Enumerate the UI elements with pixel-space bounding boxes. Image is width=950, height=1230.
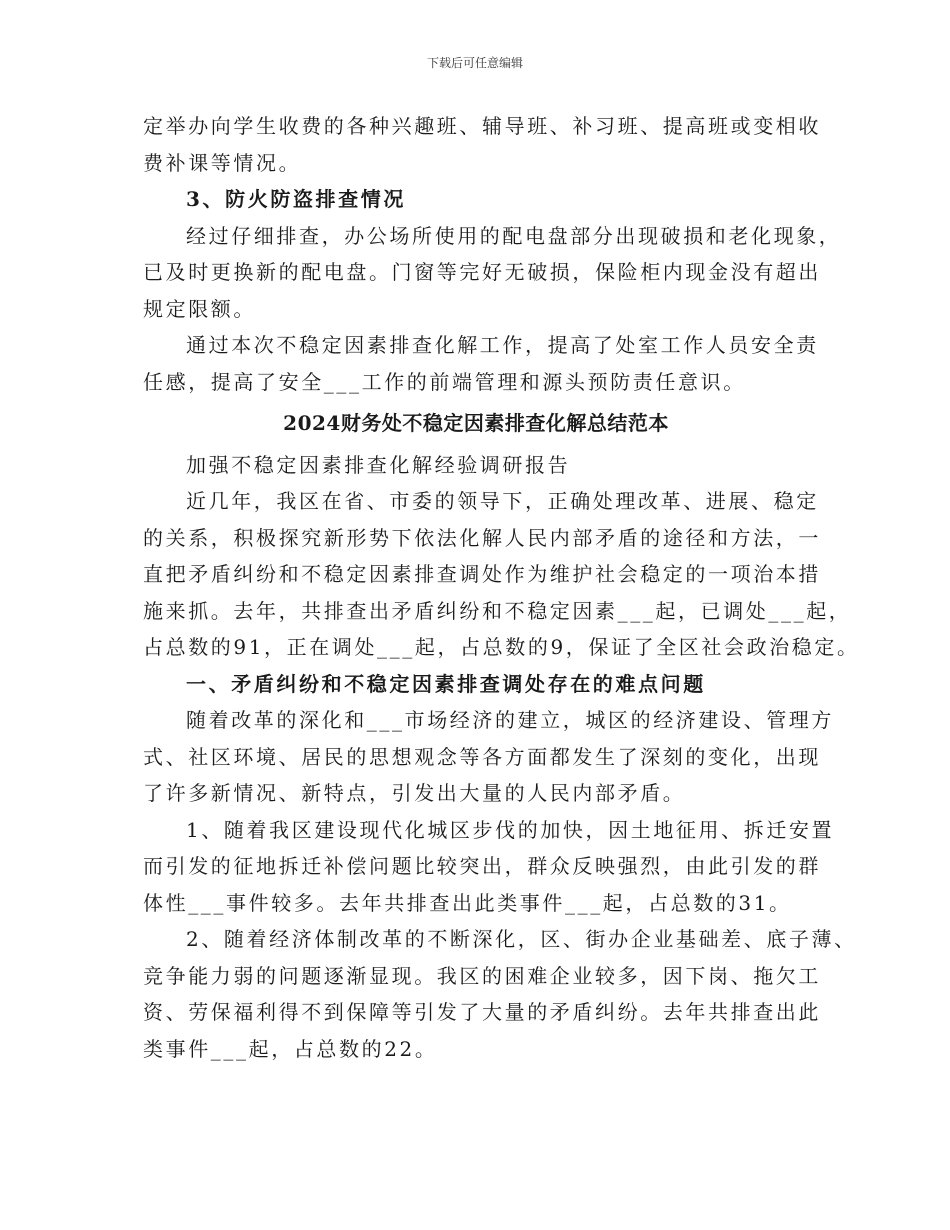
- paragraph-line: 竞争能力弱的问题逐渐显现。我区的困难企业较多，因下岗、拖欠工: [143, 963, 821, 988]
- paragraph-line: 而引发的征地拆迁补偿问题比较突出，群众反映强烈，由此引发的群: [143, 854, 821, 878]
- paragraph-line: 的关系，积极探究新形势下依法化解人民内部矛盾的途径和方法，一: [143, 525, 821, 550]
- paragraph-line: 通过本次不稳定因素排查化解工作，提高了处室工作人员安全责: [186, 333, 819, 357]
- paragraph-line: 资、劳保福利得不到保障等引发了大量的矛盾纠纷。去年共排查出此: [143, 1000, 821, 1024]
- paragraph-line: 近几年，我区在省、市委的领导下，正确处理改革、进展、稳定: [186, 489, 819, 513]
- report-title: 加强不稳定因素排查化解经验调研报告: [186, 452, 571, 477]
- section-heading: 一、矛盾纠纷和不稳定因素排查调处存在的难点问题: [186, 671, 706, 696]
- document-body: [143, 108, 860, 1067]
- paragraph-line: 任感，提高了安全___工作的前端管理和源头预防责任意识。: [143, 369, 746, 394]
- paragraph-line: 已及时更换新的配电盘。门窗等完好无破损，保险柜内现金没有超出: [143, 260, 821, 284]
- paragraph-line: 1、随着我区建设现代化城区步伐的加快，因土地征用、拆迁安置: [186, 817, 835, 842]
- document-title: 2024财务处不稳定因素排查化解总结范本: [283, 411, 669, 435]
- paragraph-line: 施来抓。去年，共排查出矛盾纠纷和不稳定因素___起，已调处___起，: [143, 598, 852, 623]
- page-header: 下载后可任意编辑: [426, 56, 523, 70]
- paragraph-line: 规定限额。: [143, 296, 256, 321]
- paragraph-line: 直把矛盾纠纷和不稳定因素排查调处作为维护社会稳定的一项治本措: [143, 562, 821, 586]
- section-heading: 3、防火防盗排查情况: [186, 187, 406, 211]
- paragraph-line: 定举办向学生收费的各种兴趣班、辅导班、补习班、提高班或变相收: [143, 114, 821, 138]
- paragraph-line: 类事件___起，占总数的22。: [143, 1036, 438, 1061]
- paragraph-line: 随着改革的深化和___市场经济的建立，城区的经济建设、管理方: [186, 708, 834, 732]
- paragraph-line: 费补课等情况。: [143, 150, 302, 175]
- paragraph-line: 了许多新情况、新特点，引发出大量的人民内部矛盾。: [143, 781, 686, 805]
- paragraph-line: 式、社区环境、居民的思想观念等各方面都发生了深刻的变化，出现: [143, 744, 821, 769]
- paragraph-line: 2、随着经济体制改革的不断深化，区、街办企业基础差、底子薄、: [186, 927, 857, 951]
- paragraph-line: 体性___事件较多。去年共排查出此类事件___起，占总数的31。: [143, 890, 792, 915]
- paragraph-line: 经过仔细排查，办公场所使用的配电盘部分出现破损和老化现象，: [186, 223, 842, 248]
- paragraph-line: 占总数的91，正在调处___起，占总数的9，保证了全区社会政治稳定。: [143, 635, 860, 659]
